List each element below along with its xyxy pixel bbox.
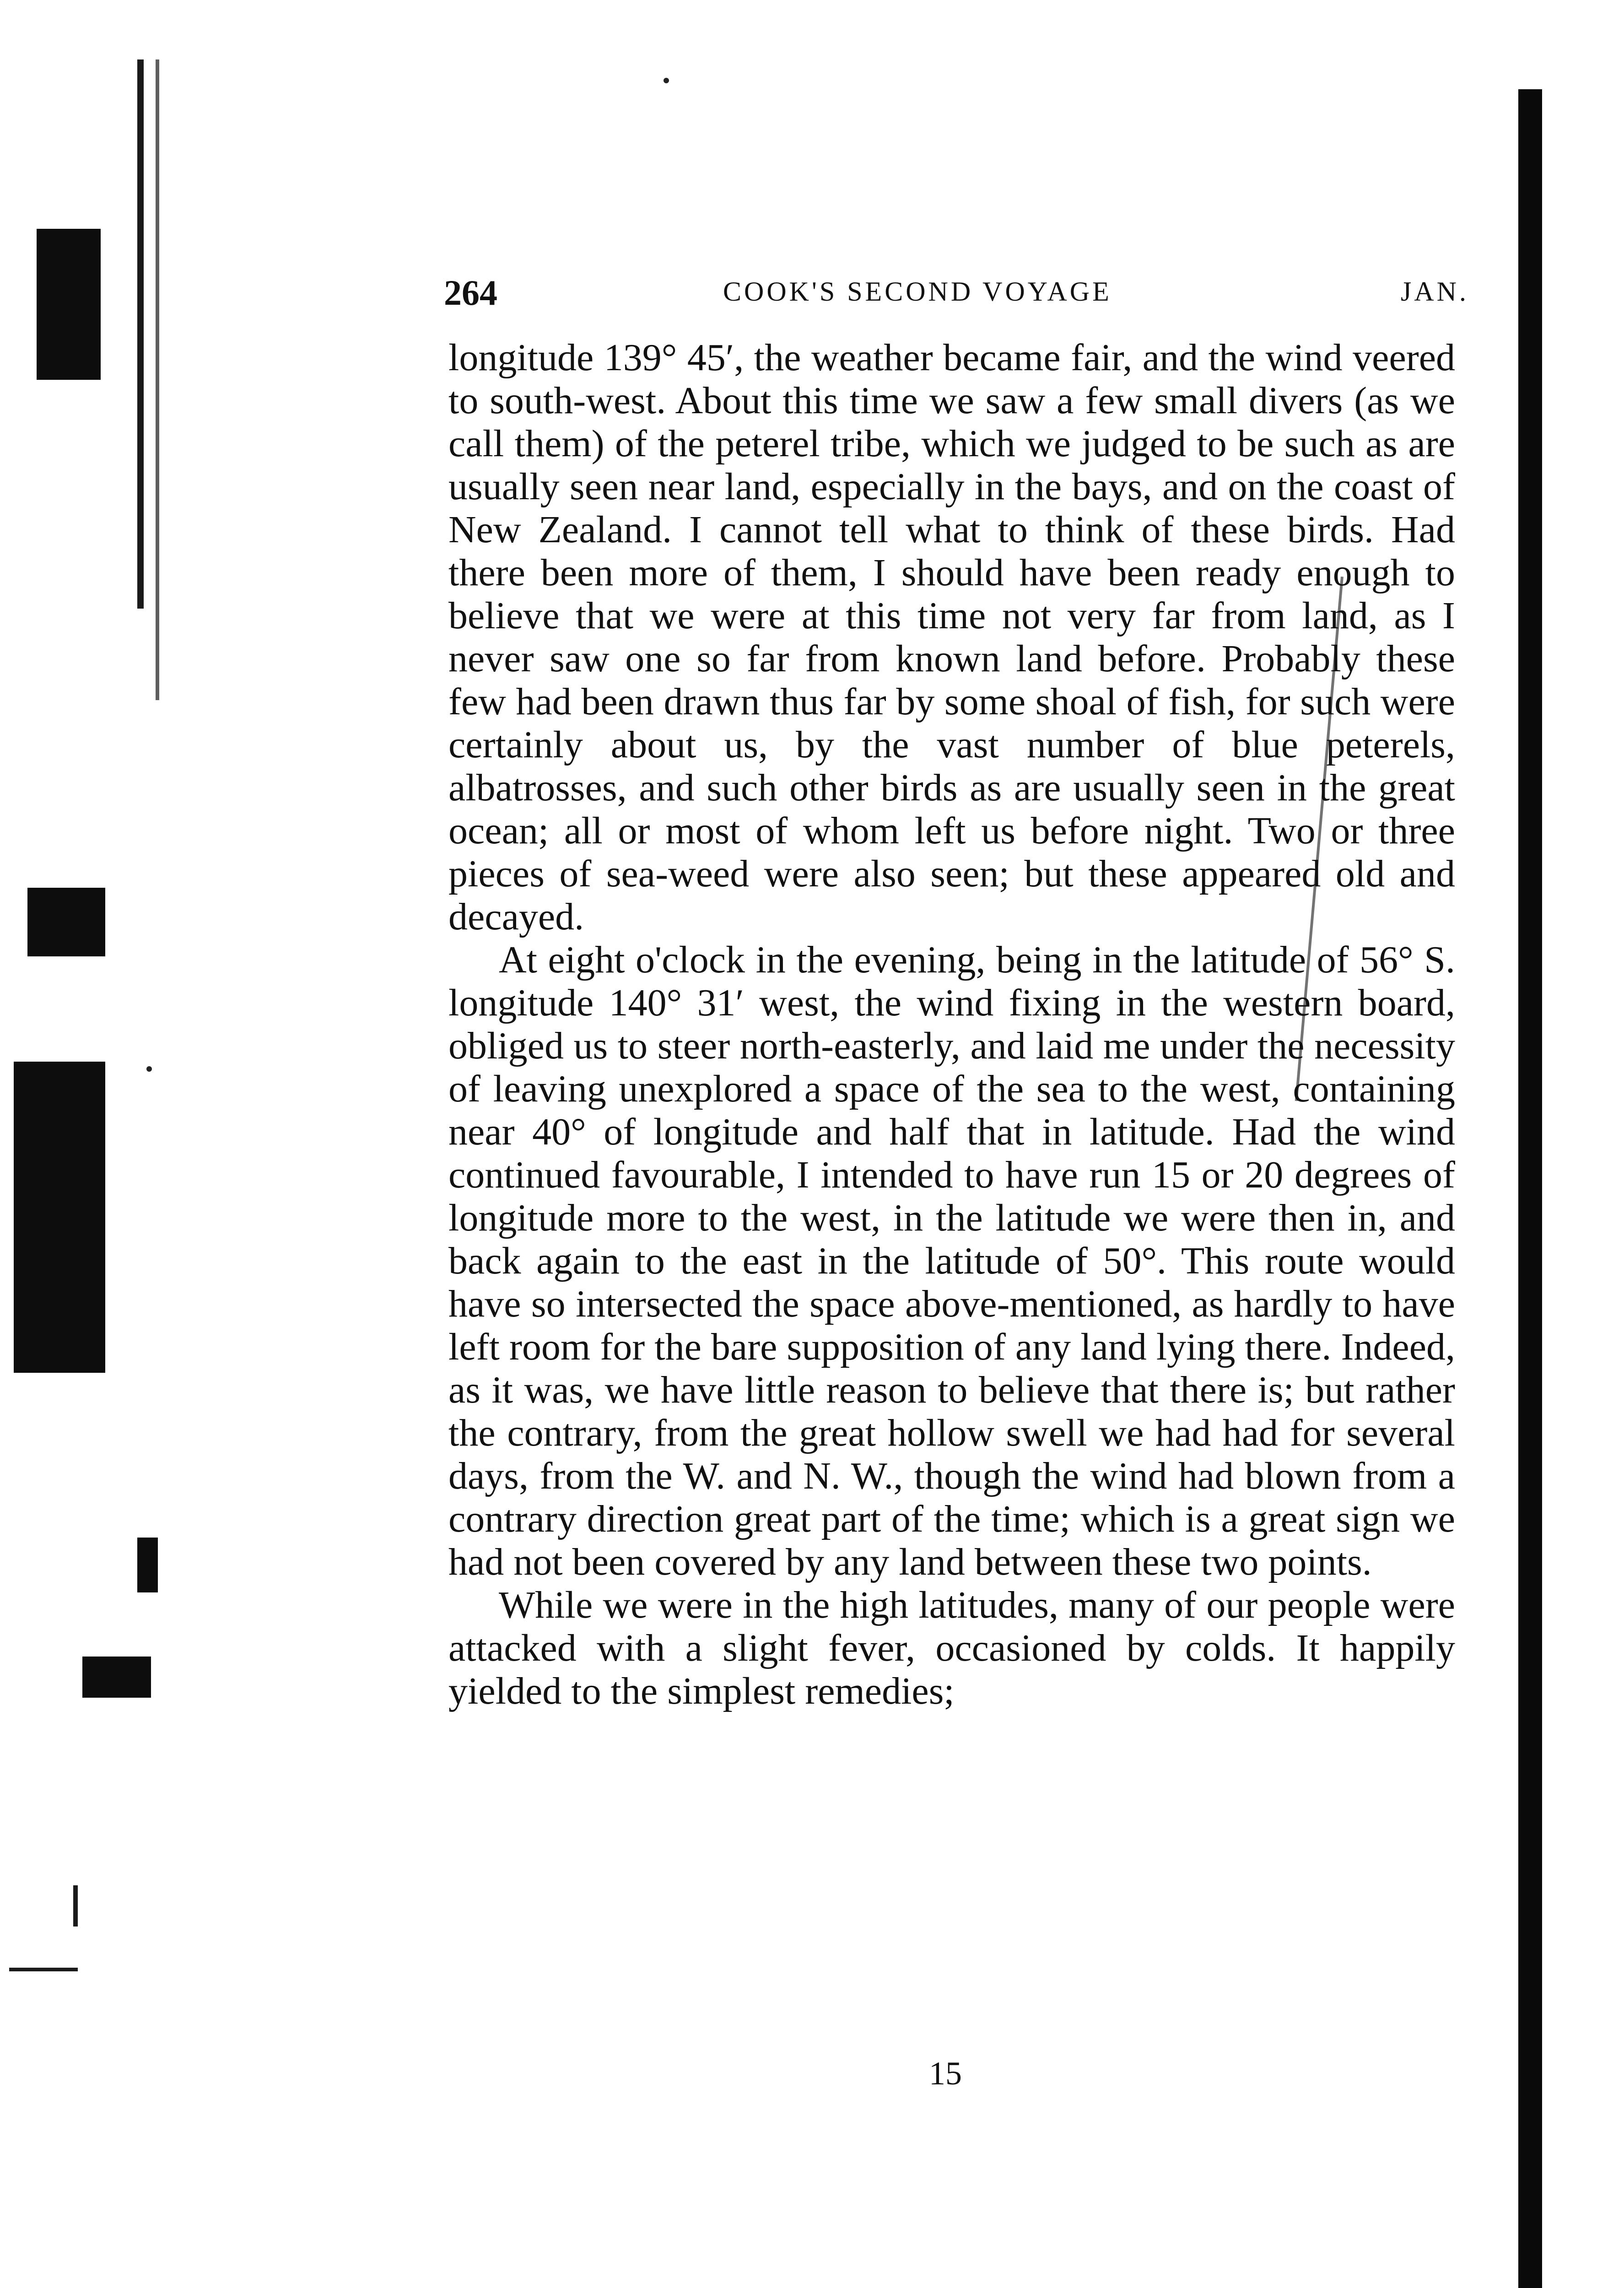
gutter-artifact [137,1538,158,1592]
gutter-artifact [73,1885,78,1926]
gutter-artifact [27,888,105,956]
page-number: 264 [444,273,497,313]
body-text [448,336,1455,1713]
gutter-artifact [137,59,144,609]
stray-dot [664,78,669,83]
paragraph-1: longitude 139° 45′, the weather became fair, and the wind veered to south-west. About this time we saw a few small divers (as we call them) of the peterel tribe, which we judged to be such as are usually seen near land, especially in the bays, and on the coast of New Zealand. I cannot tell what to think of these birds. Had there been more of them, I should have been ready enough to believe that we were at this time not very far from land, as I never saw one so far from known land before. Probably these few had been drawn thus far by some shoal of fish, for such were certainly about us, by the vast number of blue peterels, albatrosses, and such other birds as are usually seen in the great ocean; all or most of whom left us before night. Two or three pieces of sea-weed were also seen; but these appeared old and decayed. [448,336,1455,938]
gutter-artifact [82,1657,151,1698]
running-title: COOK'S SECOND VOYAGE [723,276,1112,307]
stray-dot [146,1066,152,1072]
gutter-artifact [37,229,101,380]
scan-edge-bar [1518,89,1542,2288]
gutter-artifact [9,1968,78,1971]
gutter-artifact [14,1062,105,1373]
running-month: JAN. [1400,276,1469,307]
paragraph-2: At eight o'clock in the evening, being in the latitude of 56° S. longitude 140° 31′ west, the wind fixing in the western board, obliged us to steer north-easterly, and laid me under the necessity of leaving unexplored a space of the sea to the west, containing near 40° of longitude and half that in latitude. Had the wind continued favourable, I intended to have run 15 or 20 degrees of longitude more to the west, in the latitude we were then in, and back again to the east in the latitude of 50°. This route would have so intersected the space above-mentioned, as hardly to have left room for the bare supposition of any land lying there. Indeed, as it was, we have little reason to believe that there is; but rather the contrary, from the great hollow swell we had had for several days, from the W. and N. W., though the wind had blown from a contrary direction great part of the time; which is a great sign we had not been covered by any land between these two points. [448,939,1455,1583]
gutter-artifact [156,59,159,700]
running-header [444,272,1469,313]
paragraph-3: While we were in the high latitudes, many of our people were attacked with a slight fever, occasioned by colds. It happily yielded to the simplest remedies; [448,1584,1455,1712]
signature-mark: 15 [929,2055,962,2092]
